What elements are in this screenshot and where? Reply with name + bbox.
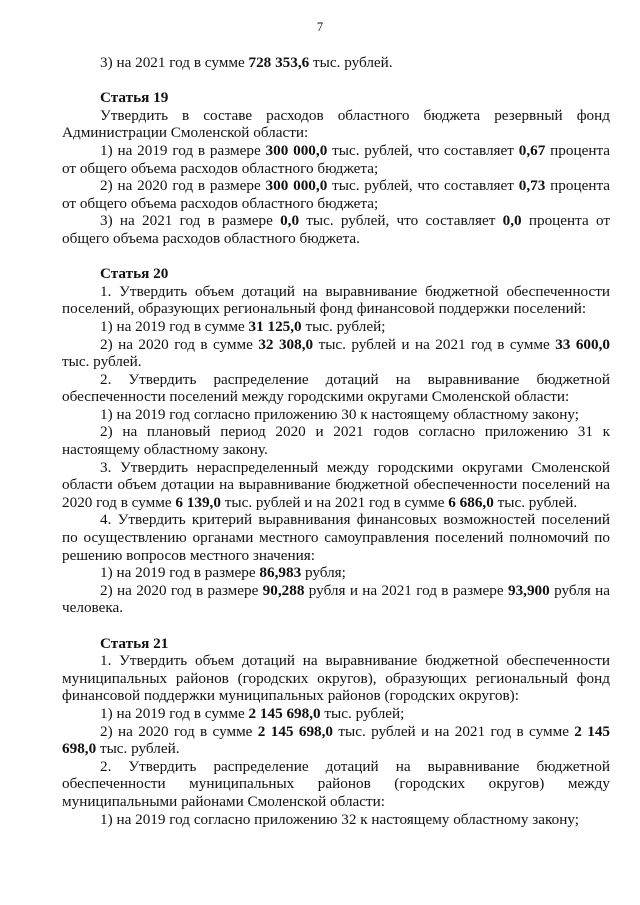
article-20-item: 2) на 2020 год в сумме 32 308,0 тыс. рублей и на 2021 год в сумме 33 600,0 тыс. рублей. xyxy=(62,335,610,371)
article-20-title: Статья 20 xyxy=(100,265,169,283)
article-20-paragraph-1: 1. Утвердить объем дотаций на выравнивание бюджетной обеспеченности поселений, образующих региональный фонд финансовой поддержки поселений: xyxy=(62,282,610,318)
article-21-title: Статья 21 xyxy=(100,634,169,652)
article-19-lead: Утвердить в составе расходов областного бюджета резервный фонд Администрации Смоленской области: xyxy=(62,106,610,142)
article-21-item: 1) на 2019 год согласно приложению 32 к настоящему областному закону; xyxy=(100,810,579,828)
page-number: 7 xyxy=(316,20,324,34)
article-20-paragraph-4: 4. Утвердить критерий выравнивания финансовых возможностей поселений по осуществлению органами местного самоуправления поселений полномочий по решению вопросов местного значения: xyxy=(62,511,610,564)
article-20-item: 1) на 2019 год в сумме 31 125,0 тыс. рублей; xyxy=(100,317,386,335)
article-21-item: 2) на 2020 год в сумме 2 145 698,0 тыс. рублей и на 2021 год в сумме 2 145 698,0 тыс. рублей. xyxy=(62,722,611,758)
article-20-item: 1) на 2019 год согласно приложению 30 к настоящему областному закону; xyxy=(100,405,579,423)
article-19-item: 2) на 2020 год в размере 300 000,0 тыс. рублей, что составляет 0,73 процента от общего объема расходов областного бюджета; xyxy=(62,177,611,212)
article-20-paragraph-2: 2. Утвердить распределение дотаций на выравнивание бюджетной обеспеченности поселений между городскими округами Смоленской области: xyxy=(62,370,610,406)
article-21-paragraph-2: 2. Утвердить распределение дотаций на выравнивание бюджетной обеспеченности муниципальных районов (городских округов) между муниципальными районами Смоленской области: xyxy=(62,757,610,810)
article-19-item: 3) на 2021 год в размере 0,0 тыс. рублей, что составляет 0,0 процента от общего объема расходов областного бюджета. xyxy=(62,212,611,247)
article-21-paragraph-1: 1. Утвердить объем дотаций на выравнивание бюджетной обеспеченности муниципальных районов (городских округов), образующих региональный фонд финансовой поддержки муниципальных районов (городских округов): xyxy=(62,652,610,705)
intro-line: 3) на 2021 год в сумме 728 353,6 тыс. рублей. xyxy=(100,54,393,71)
article-20-item: 1) на 2019 год в размере 86,983 рубля; xyxy=(100,564,346,582)
document-body xyxy=(62,54,610,828)
article-21-item: 1) на 2019 год в сумме 2 145 698,0 тыс. рублей; xyxy=(100,704,405,722)
article-19-title: Статья 19 xyxy=(100,89,169,107)
article-19-item: 1) на 2019 год в размере 300 000,0 тыс. рублей, что составляет 0,67 процента от общего объема расходов областного бюджета; xyxy=(62,141,611,177)
article-20-item: 2) на 2020 год в размере 90,288 рубля и на 2021 год в размере 93,900 рубля на человека. xyxy=(62,581,610,617)
article-20-item: 2) на плановый период 2020 и 2021 годов согласно приложению 31 к настоящему областному закону. xyxy=(62,423,610,459)
article-20-paragraph-3: 3. Утвердить нераспределенный между городскими округами Смоленской области объем дотации на выравнивание бюджетной обеспеченности поселений на 2020 год в сумме 6 139,0 тыс. рублей и на 2021 год в сумме 6 686,0 тыс. рублей. xyxy=(62,458,610,511)
